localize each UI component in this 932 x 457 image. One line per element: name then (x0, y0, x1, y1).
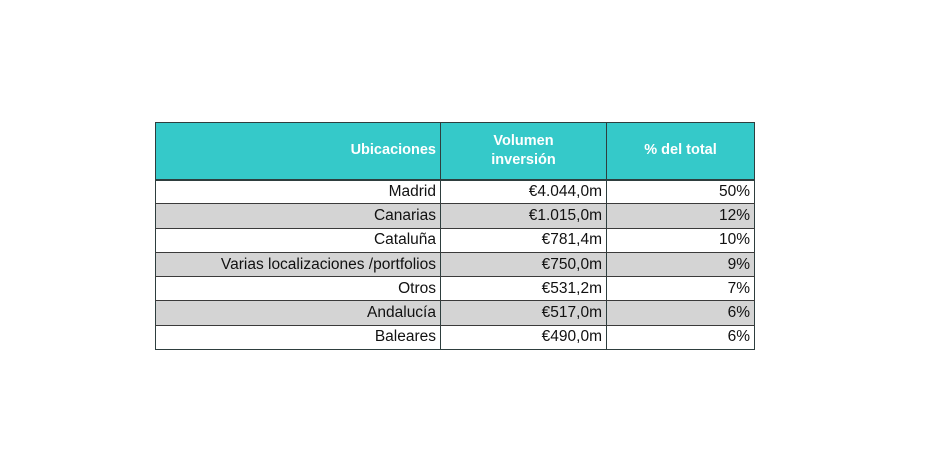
cell-location: Madrid (156, 180, 441, 204)
header-percent-label: % del total (644, 142, 717, 159)
cell-volume: €531,2m (441, 277, 607, 301)
cell-percent: 12% (607, 204, 755, 228)
cell-volume: €781,4m (441, 228, 607, 252)
cell-location: Varias localizaciones /portfolios (156, 252, 441, 276)
header-row (156, 123, 755, 180)
cell-location: Andalucía (156, 301, 441, 325)
table-header (156, 123, 755, 180)
table-row (156, 252, 755, 276)
table-body (156, 180, 755, 350)
cell-location: Otros (156, 277, 441, 301)
table-row (156, 325, 755, 349)
cell-volume: €750,0m (441, 252, 607, 276)
header-volume-line1: Volumen (493, 132, 554, 149)
cell-volume: €1.015,0m (441, 204, 607, 228)
cell-percent: 9% (607, 252, 755, 276)
cell-volume: €4.044,0m (441, 180, 607, 204)
header-volume (441, 123, 607, 180)
cell-percent: 6% (607, 301, 755, 325)
table-row (156, 228, 755, 252)
cell-volume: €490,0m (441, 325, 607, 349)
investment-by-location-table (155, 122, 755, 350)
cell-location: Cataluña (156, 228, 441, 252)
header-volume-line2: inversión (491, 151, 556, 168)
cell-percent: 6% (607, 325, 755, 349)
table-row (156, 204, 755, 228)
cell-volume: €517,0m (441, 301, 607, 325)
header-percent (607, 123, 755, 180)
cell-percent: 50% (607, 180, 755, 204)
header-location (156, 123, 441, 180)
cell-location: Baleares (156, 325, 441, 349)
cell-percent: 7% (607, 277, 755, 301)
table-row (156, 277, 755, 301)
table-row (156, 301, 755, 325)
table-row (156, 180, 755, 204)
header-location-label: Ubicaciones (350, 142, 436, 159)
cell-percent: 10% (607, 228, 755, 252)
cell-location: Canarias (156, 204, 441, 228)
